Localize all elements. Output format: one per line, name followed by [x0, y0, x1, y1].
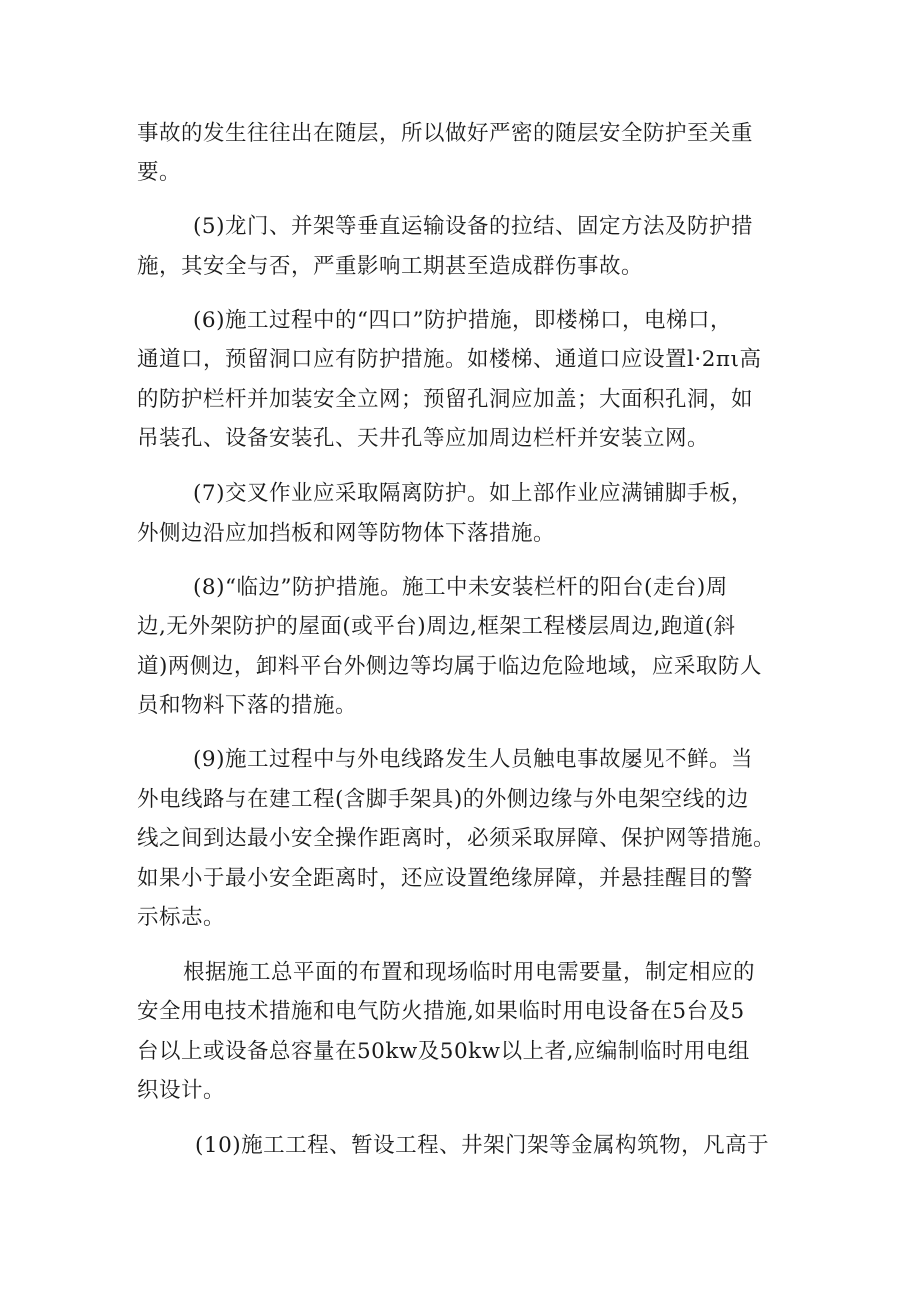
text-line: (9)施工过程中与外电线路发生人员触电事故屡见不鲜。当 [193, 747, 753, 772]
text-line: 如果小于最小安全距离时，还应设置绝缘屏障，并悬挂醒目的警 [137, 866, 754, 891]
text-line: (8)“临边”防护措施。施工中未安装栏杆的阳台(走台)周 [193, 575, 728, 600]
text-line: 的防护栏杆并加装安全立网；预留孔洞应加盖；大面积孔洞，如 [137, 387, 754, 412]
text-line: (6)施工过程中的“四口”防护措施，即楼梯口，电梯口， [193, 308, 732, 333]
text-line: 边,无外架防护的屋面(或平台)周边,框架工程楼层周边,跑道(斜 [137, 614, 736, 639]
text-line: 外侧边沿应加挡板和网等防物体下落措施。 [137, 521, 556, 546]
text-line: (10)施工工程、暂设工程、井架门架等金属构筑物，凡高于 [195, 1133, 770, 1158]
text-line: 外电线路与在建工程(含脚手架具)的外侧边缘与外电架空线的边 [137, 787, 749, 812]
text-line: 台以上或设备总容量在50kw及50kw以上者,应编制临时用电组 [137, 1039, 750, 1064]
text-line: 施，其安全与否，严重影响工期甚至造成群伤事故。 [137, 254, 644, 279]
text-line: (7)交叉作业应采取隔离防护。如上部作业应满铺脚手板， [193, 481, 753, 506]
text-line: 要。 [137, 160, 182, 185]
text-line: 员和物料下落的措施。 [137, 693, 358, 718]
text-line: 通道口，预留洞口应有防护措施。如楼梯、通道口应设置l·2πι高 [137, 347, 762, 372]
text-line: 事故的发生往往出在随层，所以做好严密的随层安全防护至关重 [137, 121, 754, 146]
text-line: (5)龙门、并架等垂直运输设备的拉结、固定方法及防护措 [193, 214, 753, 239]
text-line: 吊装孔、设备安装孔、天井孔等应加周边栏杆并安装立网。 [137, 426, 710, 451]
text-line: 道)两侧边，卸料平台外侧边等均属于临边危险地域，应采取防人 [137, 654, 762, 679]
text-line: 示标志。 [137, 905, 226, 930]
text-line: 线之间到达最小安全操作距离时，必须采取屏障、保护网等措施。 [137, 826, 776, 851]
text-line: 安全用电技术措施和电气防火措施,如果临时用电设备在5台及5 [137, 999, 745, 1024]
text-line: 根据施工总平面的布置和现场临时用电需要量，制定相应的 [183, 960, 756, 985]
text-line: 织设计。 [137, 1078, 226, 1103]
